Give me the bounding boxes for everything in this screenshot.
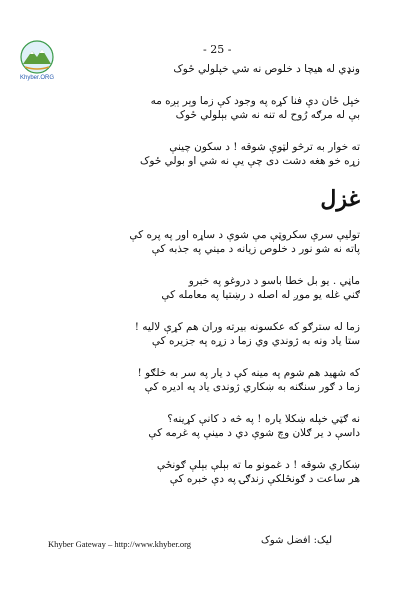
logo-text: Khyber.ORG <box>19 75 54 81</box>
poem-line: زما د ګور سنګنه به ښکاري ژوندی ياد په اديره کې <box>144 381 360 393</box>
intro-stanza <box>140 140 360 168</box>
mountain-logo-icon <box>20 40 54 74</box>
poem-line: هر ساعت د ګونځلکې زندګۍ په دې خبره کې <box>169 473 360 485</box>
poem-line: بې له مرګه رُوح له تنه نه شي بېلولي ځوک <box>175 109 360 121</box>
poem-line: ونډي له هيچا د خلوص نه شي خپلولي ځوک <box>173 63 360 75</box>
ghazal-heading: غزل <box>320 186 360 212</box>
intro-stanza <box>150 94 360 122</box>
poem-line: توليې سرې سکروټې مې شوې د ساړه اور په پره کې <box>129 229 360 241</box>
footer-author: ليک: افضل شوک <box>260 535 332 546</box>
poem-line: زما له سترګو که عکسونه بيرته وران هم کړې لاليه ! <box>134 321 360 333</box>
ghazal-stanza <box>150 412 360 440</box>
ghazal-stanza <box>150 458 360 486</box>
poem-line: نه ګټي خپله ښکلا ياره ! په څه د کانې کړينه؟ <box>167 413 360 425</box>
poem-line: ته خوار به ترڅو لټوې شوقه ! د سکون چينې <box>169 141 360 153</box>
poem-line: داسې د ير ګلان وچ شوې دي د مينې په غرمه کې <box>148 427 360 439</box>
poem-line: پاته نه شو نور د خلوص زيانه د ميني په جذبه کې <box>151 243 360 255</box>
ghazal-stanza <box>129 228 360 256</box>
intro-stanza <box>150 62 360 76</box>
ghazal-stanza <box>134 320 360 348</box>
poem-line: ښکاري شوقه ! د غمونو ما ته بېلې بېلې ګونځې <box>156 459 360 471</box>
poem-body <box>129 62 360 504</box>
poem-line: که شهيد هم شوم په مينه کې د يار په سر به خلګو ! <box>137 367 360 379</box>
poem-line: خپل ځان دې فنا کړه په وجود کې زما وېر ېږه مه <box>150 95 360 107</box>
footer-site-credit: Khyber Gateway – http://www.khyber.org <box>48 539 192 549</box>
poem-line: ماڼي . يو بل خطا باسو د دروغو په خبرو <box>188 275 360 287</box>
poem-line: ګني غله يو موږ له اصله د رښتيا په معامله کې <box>161 289 360 301</box>
khyber-logo <box>12 40 62 81</box>
poem-line: زړه خو هغه دشت دی چې يې نه شي او بولي ځوک <box>140 155 360 167</box>
poem-line: ستا ياد ونه به ژوندي وي زما د زړه په جزيره کې <box>151 335 360 347</box>
ghazal-stanza <box>137 366 360 394</box>
ghazal-stanza <box>150 274 360 302</box>
page-number: - 25 - <box>203 43 232 56</box>
